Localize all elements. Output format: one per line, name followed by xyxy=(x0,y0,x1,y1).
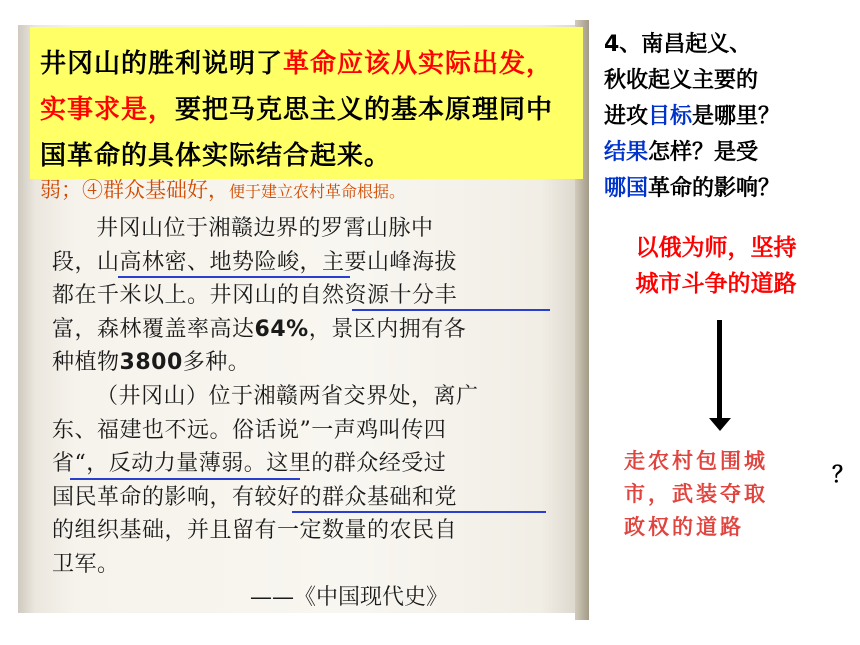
underline-resources xyxy=(352,309,550,311)
p2-line2: 东、福建也不远。俗话说”一声鸡叫传四 xyxy=(52,417,447,443)
source-citation: ——《中国现代史》 xyxy=(250,585,449,610)
p1-line5: 种植物3800多种。 xyxy=(52,350,251,376)
p1-line3: 都在千米以上。井冈山的自然资源十分丰 xyxy=(52,283,458,309)
underline-weak-reactionary xyxy=(70,478,300,480)
answer-handwritten-line3: 政权的道路 xyxy=(624,514,744,539)
answer-handwritten-line2: 市，武装夺取 xyxy=(624,481,768,506)
paragraph-1 xyxy=(52,212,572,380)
underline-mass-base xyxy=(292,511,546,513)
p1-line4: 富，森林覆盖率高达64%，景区内拥有各 xyxy=(52,316,467,342)
down-arrow-shaft xyxy=(717,320,722,423)
p2-line4: 国民革命的影响，有较好的群众基础和党 xyxy=(52,484,458,510)
p2-line5: 的组织基础，并且留有一定数量的农民自 xyxy=(52,518,458,544)
summary-part1: 井冈山的胜利说明了 xyxy=(40,49,284,79)
underline-terrain xyxy=(118,276,350,278)
summary-part3: 要把马克思主义的基本原理同中国革命的具体实际结合起来。 xyxy=(40,95,554,171)
p1-line2: 段，山高林密、地势险峻，主要山峰海拔 xyxy=(52,249,458,275)
trailing-question-mark: ？ xyxy=(832,463,855,488)
question-line1: 4、南昌起义、 xyxy=(604,32,752,57)
cut-off-text-line xyxy=(40,174,580,204)
question-line3: 进攻目标是哪里？ xyxy=(604,104,781,129)
answer-red-line1: 以俄为师，坚持 xyxy=(635,235,797,261)
p2-line3: 省“，反动力量薄弱。这里的群众经受过 xyxy=(52,451,447,477)
cut-line-main: 弱；④群众基础好， xyxy=(40,178,229,202)
p1-line1: 井冈山位于湘赣边界的罗霄山脉中 xyxy=(96,216,434,241)
answer-handwritten-text xyxy=(624,444,834,543)
summary-text xyxy=(40,41,580,179)
question-line5: 哪国革命的影响？ xyxy=(604,176,781,201)
answer-red-text xyxy=(606,230,826,302)
p2-line6: 卫军。 xyxy=(52,551,120,577)
answer-red-line2: 城市斗争的道路 xyxy=(635,271,797,297)
p2-line1: （井冈山）位于湘赣两省交界处，离广 xyxy=(96,384,479,409)
cut-line-small: 便于建立农村革命根据。 xyxy=(229,182,406,201)
answer-handwritten-line1: 走农村包围城 xyxy=(624,448,768,473)
question-text xyxy=(604,27,844,207)
question-line2: 秋收起义主要的 xyxy=(604,68,759,93)
paragraph-2 xyxy=(52,380,572,582)
down-arrow-icon xyxy=(709,418,731,431)
question-line4: 结果怎样？是受 xyxy=(604,140,759,165)
summary-part2: 革命应该从实际出发，实事求是， xyxy=(40,49,554,125)
